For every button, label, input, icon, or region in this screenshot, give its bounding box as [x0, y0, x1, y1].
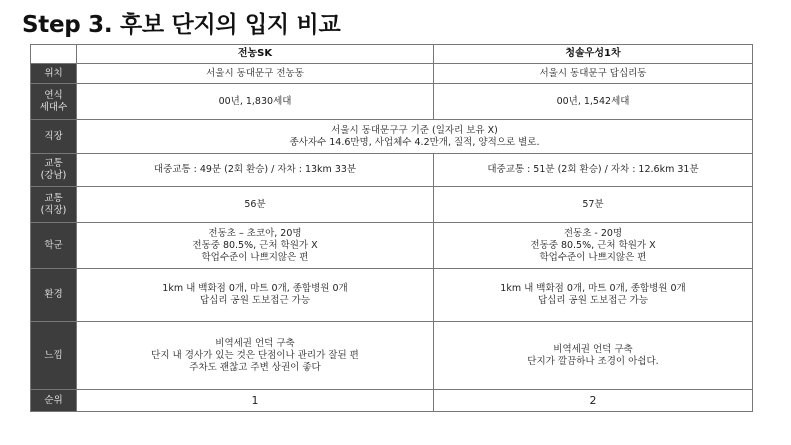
table-row [31, 269, 753, 322]
cell-rank-a: 1 [77, 390, 434, 412]
table-row [31, 84, 753, 120]
table-header-row [31, 45, 753, 64]
cell-impression-a: 비역세권 언덕 구축 단지 내 경사가 있는 것은 단점이나 관리가 잘된 편 주차도 괜찮고 주변 상권이 좋다 [77, 322, 434, 390]
column-header-jeonnong-sk: 전농SK [77, 45, 434, 64]
cell-school-a: 전동초 – 초코아, 20명 전동중 80.5%, 근처 학원가 X 학업수준이 나쁘지않은 편 [77, 223, 434, 269]
column-header-cheongsol-woosung: 청솔우성1차 [434, 45, 753, 64]
table-row [31, 187, 753, 223]
row-label-year-households: 연식 세대수 [31, 84, 77, 120]
row-label-rank: 순위 [31, 390, 77, 412]
cell-transit-gangnam-b: 대중교통 : 51분 (2회 환승) / 자차 : 12.6km 31분 [434, 154, 753, 187]
row-label-transit-work: 교통 (직장) [31, 187, 77, 223]
cell-school-b: 전동초 - 20명 전동중 80.5%, 근처 학원가 X 학업수준이 나쁘지않은 편 [434, 223, 753, 269]
row-label-transit-gangnam: 교통 (강남) [31, 154, 77, 187]
cell-workplace-merged: 서울시 동대문구구 기준 (일자리 보유 X) 종사자수 14.6만명, 사업체수 4.2만개, 질적, 양적으로 별로. [77, 120, 753, 154]
table-row [31, 223, 753, 269]
row-label-location: 위치 [31, 64, 77, 84]
table-row [31, 120, 753, 154]
cell-year-households-b: 00년, 1,542세대 [434, 84, 753, 120]
cell-location-b: 서울시 동대문구 답십리동 [434, 64, 753, 84]
table-row [31, 154, 753, 187]
cell-transit-work-a: 56분 [77, 187, 434, 223]
table-row [31, 64, 753, 84]
row-label-environment: 환경 [31, 269, 77, 322]
row-label-workplace: 직장 [31, 120, 77, 154]
cell-impression-b: 비역세권 언덕 구축 단지가 깔끔하나 조경이 아쉽다. [434, 322, 753, 390]
table-row [31, 390, 753, 412]
row-label-school: 학군 [31, 223, 77, 269]
cell-environment-b: 1km 내 백화점 0개, 마트 0개, 종합병원 0개 답십리 공원 도보접근 가능 [434, 269, 753, 322]
cell-transit-work-b: 57분 [434, 187, 753, 223]
row-label-impression: 느낌 [31, 322, 77, 390]
cell-year-households-a: 00년, 1,830세대 [77, 84, 434, 120]
cell-rank-b: 2 [434, 390, 753, 412]
comparison-table [30, 44, 753, 412]
header-corner-cell [31, 45, 77, 64]
page-title: Step 3. 후보 단지의 입지 비교 [22, 12, 341, 38]
cell-location-a: 서울시 동대문구 전농동 [77, 64, 434, 84]
table-row [31, 322, 753, 390]
cell-transit-gangnam-a: 대중교통 : 49분 (2회 환승) / 자차 : 13km 33분 [77, 154, 434, 187]
cell-environment-a: 1km 내 백화점 0개, 마트 0개, 종합병원 0개 답십리 공원 도보접근 가능 [77, 269, 434, 322]
